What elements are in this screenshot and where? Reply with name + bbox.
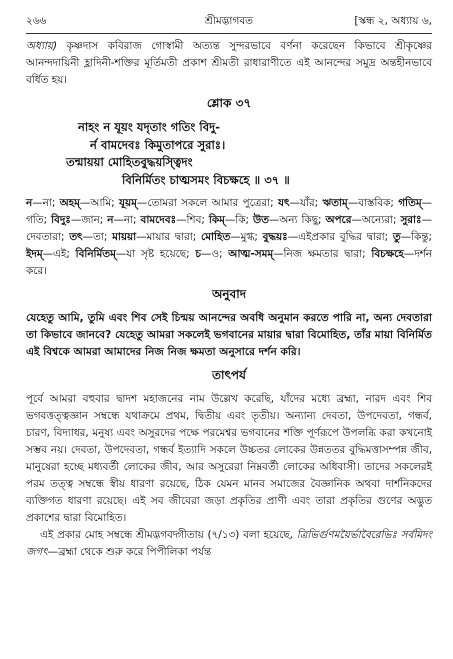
synonym-dash: — xyxy=(268,214,280,226)
synonym-separator: ; xyxy=(51,197,60,209)
synonym-item xyxy=(263,231,393,243)
section-label: [স্কন্ধ ২, অধ্যায় ৬, xyxy=(354,15,432,27)
synonym-meaning: মুগ্ধ xyxy=(240,231,255,243)
synonym-dash: — xyxy=(115,248,127,260)
synonym-meaning: অন্যেরা xyxy=(361,214,393,226)
synonym-word: আত্ম-সমম্ xyxy=(228,248,274,260)
sloka-heading: শ্লোক ৩৭ xyxy=(206,96,252,110)
synonym-dash: — xyxy=(287,231,299,243)
synonym-item xyxy=(26,197,60,209)
synonym-word: চ xyxy=(195,248,201,260)
synonym-word: অহম্ xyxy=(59,197,80,209)
translation-heading: অনুবাদ xyxy=(211,287,247,301)
synonym-dash: — xyxy=(421,197,432,209)
synonym-meaning: গতি xyxy=(26,214,44,226)
synonym-meaning: এইপ্রকার বুদ্ধির দ্বারা xyxy=(298,231,385,243)
synonym-meaning: কিন্তু xyxy=(411,231,429,243)
intro-lead: অধ্যায়) xyxy=(26,40,58,52)
synonym-separator: ; xyxy=(99,214,108,226)
synonym-meaning: এই xyxy=(53,248,67,260)
synonym-meaning: তা xyxy=(93,231,104,243)
book-title: শ্রীমদ্ভাগবত xyxy=(204,15,254,27)
synonym-meaning: না xyxy=(42,197,52,209)
synonym-separator: ; xyxy=(390,197,399,209)
synonym-separator: ; xyxy=(254,231,263,243)
synonym-separator: ; xyxy=(192,231,202,243)
synonym-separator: ; xyxy=(219,248,229,260)
synonym-separator: ; xyxy=(186,248,196,260)
synonym-meaning: ও xyxy=(211,248,219,260)
verse-line: র্ন বামদেবঃ কিমুতাপরে সুরাঃ। xyxy=(90,137,226,152)
synonym-word: সুরাঃ xyxy=(400,214,422,226)
synonym-item xyxy=(209,214,253,226)
synonym-separator: ; xyxy=(111,197,120,209)
synonym-item xyxy=(253,214,326,226)
synonym-dash: — xyxy=(224,214,236,226)
synonym-separator: ; xyxy=(270,197,278,209)
synonym-dash: — xyxy=(400,231,412,243)
synonym-meaning: জান xyxy=(81,214,100,226)
synonym-word: গতিম্ xyxy=(398,197,422,209)
synonym-word: ইদম্ xyxy=(26,248,43,260)
synonym-dash: — xyxy=(289,197,300,209)
synonym-item xyxy=(76,248,196,260)
synonym-item xyxy=(60,197,119,209)
page-number: ২৬৬ xyxy=(26,15,47,27)
synonym-item xyxy=(112,231,201,243)
synonym-meaning: নিজ ক্ষমতার দ্বারা xyxy=(283,248,363,260)
synonym-meaning: দেবতারা xyxy=(26,231,61,243)
synonym-meaning: যাঁর xyxy=(299,197,315,209)
translation-text: যেহেতু আমি, তুমি এবং শিব সেই চিন্ময় আনন্দের অবধি অনুমান করতে পারি না, অন্য দেবতারা তা কিভাবে জানবে? যেহেতু আমরা সকলেই ভগবানের মায়ার দ্বারা বিমোহিত, তাঁর মায়া বিনির্মিত এই বিশ্বকে আমরা আমাদের নিজ নিজ ক্ষমতা অনুসারে দর্শন করি। xyxy=(26,312,432,358)
synonym-dash: — xyxy=(70,214,82,226)
synonym-meaning: না xyxy=(123,214,134,226)
synonym-item xyxy=(107,214,140,226)
synonym-meaning: শিব xyxy=(186,214,202,226)
synonym-word: তু xyxy=(392,231,401,243)
synonym-item xyxy=(51,214,107,226)
synonym-word: মায়য়া xyxy=(112,231,137,243)
synonym-word: বিদুঃ xyxy=(51,214,71,226)
synonym-item xyxy=(201,231,263,243)
synonym-item xyxy=(69,231,112,243)
purport-paragraph-1: পূর্বে আমরা বহুবার দ্বাদশ মহাজনের নাম উল্লেখ করেছি, যাঁদের মধ্যে ব্রহ্মা, নারদ এবং শিব ভগবত্তত্ত্বজ্ঞান সম্বন্ধে যথাক্রমে প্রথম, দ্বিতীয় এবং তৃতীয়। অন্যান্য দেবতা, উপদেবতা, গন্ধর্ব, চারণ, বিদ্যাধর, মনুষ্য এবং অসুরদের পক্ষে পরমেশ্বর ভগবানের শক্তি পূর্ণরূপে উপলব্ধি করা কখনোই সম্ভব নয়। দেবতা, উপদেবতা, গন্ধর্ব ইত্যাদি সকলে উচ্চতর লোকের উন্নততর বুদ্ধিমত্তাসম্পন্ন জীব, মানুষেরা হচ্ছে মধ্যবর্তী লোকের জীব, আর অসুরেরা নিম্নবর্তী লোকের অধিবাসী। তাদের সকলেরই পরম তত্ত্ব সম্বন্ধে স্বীয় ধারণা রয়েছে, ঠিক যেমন মানব সমাজের বৈজ্ঞানিক অথবা দার্শনিকদের ব্যক্তিগত ধারণা রয়েছে। এই সব জীবেরা জড়া প্রকৃতির প্রাণী এবং তারা প্রকৃতির গুণের অদ্ভুত প্রকাশের দ্বারা বিমোহিত। xyxy=(26,393,432,524)
synonym-meaning: বাস্তবিক xyxy=(358,197,391,209)
synonym-word: যূয়ম্ xyxy=(119,197,137,209)
synonym-item xyxy=(119,197,278,209)
synonym-dash: — xyxy=(176,214,187,226)
synonym-meaning: আমি xyxy=(90,197,112,209)
synonym-dash: — xyxy=(136,231,147,243)
synonym-meaning: দর্শন করে। xyxy=(26,248,433,277)
synonym-word: বামদেবঃ xyxy=(140,214,177,226)
synonym-meaning: তোমরা সকলে আমার পুত্রেরা xyxy=(147,197,271,209)
purport-heading: তাৎপর্য xyxy=(212,368,246,382)
sloka-verse xyxy=(26,119,432,189)
synonym-word: ঋতাম্ xyxy=(322,197,348,209)
synonym-dash: — xyxy=(113,214,124,226)
intro-text: কৃষ্ণদাস কবিরাজ গোস্বামী অত্যন্ত সুন্দরভাবে বর্ণনা করেছেন কিভাবে শ্রীকৃষ্ণের আনন্দদায়িনী হ্লাদিনী-শক্তির মূর্তিমতী প্রকাশ শ্রীমতী রাধারাণীতে এই আনন্দের সমুদ্র অন্তহীনভাবে বর্ধিত হয়। xyxy=(26,40,432,86)
synonym-dash: — xyxy=(82,231,93,243)
intro-paragraph xyxy=(26,38,432,89)
synonym-word: ন xyxy=(107,214,114,226)
running-header xyxy=(26,14,432,30)
synonym-word: কিম্ xyxy=(208,214,225,226)
synonym-word: যৎ xyxy=(278,197,290,209)
synonym-dash: — xyxy=(403,248,415,260)
purport-p2-tail: —ব্রহ্মা থেকে শুরু করে পিপীলিকা পর্যন্ত xyxy=(47,546,212,558)
synonym-word: বিচক্ষহে xyxy=(371,248,404,260)
header-divider xyxy=(26,33,432,34)
synonym-dash: — xyxy=(136,197,148,209)
synonym-dash: — xyxy=(421,214,432,226)
synonym-separator: ; xyxy=(314,197,323,209)
synonym-separator: ; xyxy=(392,214,401,226)
synonym-dash: — xyxy=(273,248,284,260)
synonym-separator: ; xyxy=(43,214,52,226)
synonym-separator: ; xyxy=(61,231,70,243)
synonym-dash: — xyxy=(200,248,212,260)
synonym-word: উত xyxy=(252,214,269,226)
synonym-meaning: কি xyxy=(235,214,246,226)
synonym-item xyxy=(195,248,228,260)
synonym-word: তৎ xyxy=(69,231,83,243)
synonym-item xyxy=(325,214,400,226)
synonym-word: বিনির্মিতম্ xyxy=(75,248,116,260)
synonym-dash: — xyxy=(351,214,362,226)
synonym-separator: ; xyxy=(428,231,432,243)
gita-quote: ত্রিভির্গুণময়ৈর্ভাবৈরেভিঃ সর্বমিদং জগৎ xyxy=(26,529,432,558)
synonym-meaning: যা সৃষ্ট হয়েছে xyxy=(126,248,187,260)
synonym-item xyxy=(323,197,399,209)
verse-line: তন্মায়য়া মোহিতবুদ্ধয়স্ত্বিদং xyxy=(66,155,193,169)
synonyms-paragraph xyxy=(26,195,432,280)
synonym-item xyxy=(26,248,76,260)
synonym-separator: ; xyxy=(66,248,76,260)
synonym-meaning: অন্য কিছু xyxy=(279,214,318,226)
synonym-item xyxy=(393,231,432,243)
synonym-dash: — xyxy=(230,231,241,243)
purport-paragraph-2 xyxy=(26,527,432,561)
synonym-item xyxy=(228,248,371,260)
synonym-word: ন xyxy=(26,197,33,209)
verse-line: বিনির্মিতং চাত্মসমং বিচক্ষহে ॥ ৩৭ ॥ xyxy=(122,172,290,187)
synonym-word: বুদ্ধয়ঃ xyxy=(262,231,288,243)
synonym-separator: ; xyxy=(318,214,326,226)
synonym-separator: ; xyxy=(201,214,209,226)
synonym-separator: ; xyxy=(384,231,393,243)
synonym-separator: ; xyxy=(103,231,113,243)
book-page xyxy=(26,14,432,561)
synonym-meaning: মায়ার দ্বারা xyxy=(146,231,193,243)
synonym-item xyxy=(141,214,209,226)
synonym-word: মোহিত xyxy=(201,231,231,243)
synonym-separator: ; xyxy=(133,214,141,226)
synonym-separator: ; xyxy=(362,248,372,260)
synonym-item xyxy=(278,197,323,209)
synonym-separator: ; xyxy=(245,214,253,226)
synonym-word: অপরে xyxy=(325,214,352,226)
verse-line: নাহং ন যূয়ং যদৃতাং গতিং বিদু- xyxy=(78,120,221,134)
synonym-dash: — xyxy=(347,197,359,209)
synonym-dash: — xyxy=(32,197,43,209)
purport-p2-text: এই প্রকার মোহ সম্বন্ধে শ্রীমদ্ভগবদ্গীতায় (৭/১৩) বলা হয়েছে, xyxy=(40,529,297,541)
synonym-dash: — xyxy=(42,248,54,260)
synonym-dash: — xyxy=(79,197,91,209)
